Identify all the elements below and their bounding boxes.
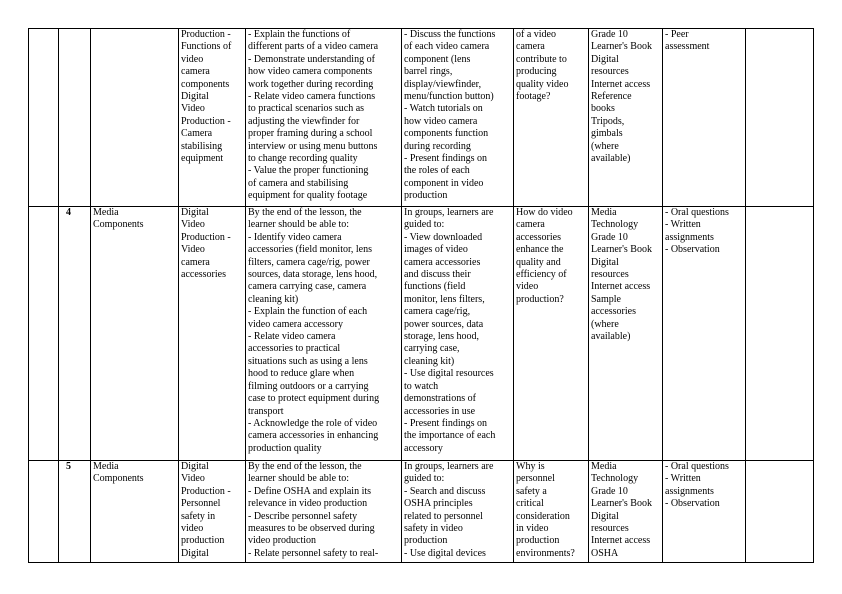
cell-text-line: menu/function button) [404, 91, 494, 103]
table-row [29, 29, 814, 207]
cell-text-line: equipment [181, 153, 224, 165]
cell-text-line: adjusting the viewfinder for [248, 115, 360, 127]
cell-text-line: camera cage/rig, [404, 306, 471, 318]
cell-text-line: Digital [181, 547, 209, 559]
cell-text-line: - View downloaded [404, 231, 483, 243]
cell-text-line: production [516, 535, 560, 547]
cell-text-line: equipment for quality footage [248, 190, 368, 202]
table-row [29, 461, 814, 563]
cell-text-line: component in video [404, 177, 484, 189]
cell-text-line: - Use digital devices [404, 547, 486, 559]
key-inquiry-question-cell [514, 29, 589, 207]
cell-text-line: video camera accessory [248, 318, 343, 330]
cell-text-line: the roles of each [404, 165, 470, 177]
cell-text-line: - Demonstrate understanding of [248, 53, 375, 65]
cell-text-line: Internet access [591, 281, 651, 293]
cell-text-line: cleaning kit) [248, 293, 299, 305]
table-body [29, 29, 814, 563]
cell-text-line: hood to reduce glare when [248, 368, 355, 380]
cell-text-line: How do video [516, 207, 573, 218]
cell-text-line: accessory [404, 442, 443, 454]
cell-text-line: to watch [404, 380, 439, 392]
cell-text-line: component (lens [404, 53, 471, 65]
cell-text-line: - Discuss the functions [404, 29, 496, 40]
cell-text-line: measures to be observed during [248, 523, 375, 535]
cell-text-line: filters, camera cage/rig, power [248, 256, 370, 268]
week-cell [29, 29, 59, 207]
cell-text-line: Digital [591, 256, 619, 268]
cell-text-line: books [591, 103, 615, 115]
cell-text-line: accessories [516, 231, 561, 243]
cell-text-line: quality video [516, 78, 569, 90]
cell-text-line: safety a [516, 485, 547, 497]
cell-text-line: assessment [665, 41, 710, 53]
learning-resources-cell [589, 29, 663, 207]
cell-text-line: resources [591, 269, 629, 281]
week-cell [29, 207, 59, 461]
cell-text-line: guided to: [404, 219, 445, 231]
cell-text-line: filming outdoors or a carrying [248, 380, 369, 392]
learning-resources-cell [589, 461, 663, 563]
cell-text-line: Functions of [181, 41, 232, 53]
cell-text-line: assignments [665, 485, 714, 497]
cell-text-line: to practical scenarios such as [248, 103, 365, 115]
cell-text-line: - Relate video camera [248, 331, 336, 343]
cell-text-line: camera carrying case, camera [248, 281, 367, 293]
cell-text-line: - Present findings on [404, 153, 488, 165]
week-cell [29, 461, 59, 563]
cell-text-line: In groups, learners are [404, 207, 494, 218]
cell-text-line: case to protect equipment during [248, 393, 380, 405]
cell-text-line: camera [516, 41, 545, 53]
cell-text-line: - Use digital resources [404, 368, 494, 380]
cell-text-line: camera accessories in enhancing [248, 430, 379, 442]
cell-text-line: - Acknowledge the role of video [248, 417, 378, 429]
lesson-cell [59, 461, 91, 563]
cell-text-line: of a video [516, 29, 556, 40]
key-inquiry-question-cell [514, 207, 589, 461]
cell-text-line: learner should be able to: [248, 473, 350, 485]
cell-text-line: how video camera components [248, 66, 373, 78]
cell-text-line: OSHA [591, 547, 619, 559]
cell-text-line: the importance of each [404, 430, 496, 442]
cell-text-line: Sample [591, 293, 621, 305]
cell-text-line: Production - [181, 29, 231, 40]
learning-outcomes-cell [246, 461, 402, 563]
cell-text-line: personnel [516, 473, 555, 485]
cell-text-line: storage, lens hood, [404, 331, 479, 343]
cell-text-line: production quality [248, 442, 322, 454]
assessment-cell [663, 207, 746, 461]
remarks-cell [746, 461, 814, 563]
cell-text: 4 [66, 207, 71, 218]
cell-text-line: - Search and discuss [404, 485, 486, 497]
cell-text-line: monitor, lens filters, [404, 293, 485, 305]
cell-text-line: images of video [404, 244, 468, 256]
cell-text-line: Digital [591, 53, 619, 65]
cell-text-line: display/viewfinder, [404, 78, 482, 90]
remarks-cell [746, 29, 814, 207]
cell-text-line: Grade 10 [591, 29, 628, 40]
key-inquiry-question-cell [514, 461, 589, 563]
cell-text-line: - Describe personnel safety [248, 510, 358, 522]
cell-text-line: - Written [665, 473, 701, 485]
learning-outcomes-cell [246, 29, 402, 207]
cell-text-line: in video [516, 523, 549, 535]
strand-cell [91, 29, 179, 207]
cell-text-line: Digital [181, 461, 209, 472]
cell-text-line: consideration [516, 510, 570, 522]
cell-text-line: - Relate personnel safety to real- [248, 547, 379, 559]
cell-text-line: sources, data storage, lens hood, [248, 269, 378, 281]
cell-text-line: footage? [516, 91, 551, 103]
cell-text-line: Why is [516, 461, 545, 472]
cell-text-line: during recording [404, 140, 471, 152]
strand-cell [91, 461, 179, 563]
cell-text-line: production [404, 535, 448, 547]
table-row [29, 207, 814, 461]
cell-text-line: camera [516, 219, 545, 231]
cell-text-line: - Identify video camera [248, 231, 342, 243]
cell-text-line: accessories to practical [248, 343, 341, 355]
cell-text-line: Tripods, [591, 115, 625, 127]
cell-text-line: proper framing during a school [248, 128, 373, 140]
cell-text-line: contribute to [516, 53, 567, 65]
assessment-cell [663, 29, 746, 207]
cell-text-line: critical [516, 498, 544, 510]
cell-text-line: transport [248, 405, 284, 417]
cell-text-line: situations such as using a lens [248, 355, 368, 367]
cell-text-line: of each video camera [404, 41, 490, 53]
cell-text-line: Video [181, 219, 205, 231]
cell-text-line: gimbals [591, 128, 623, 140]
learning-resources-cell [589, 207, 663, 461]
cell-text-line: video [181, 523, 204, 535]
cell-text-line: Technology [591, 473, 639, 485]
cell-text-line: Digital [181, 207, 209, 218]
cell-text-line: - Present findings on [404, 417, 488, 429]
cell-text-line: Production - [181, 115, 231, 127]
cell-text-line: related to personnel [404, 510, 483, 522]
cell-text: 5 [66, 461, 71, 472]
cell-text-line: available) [591, 331, 631, 343]
cell-text-line: stabilising [181, 140, 223, 152]
cell-text-line: (where [591, 140, 619, 152]
cell-text-line: production [181, 535, 225, 547]
cell-text-line: Technology [591, 219, 639, 231]
cell-text-line: Media [93, 207, 119, 218]
scheme-of-work-table [28, 28, 814, 563]
cell-text-line: Grade 10 [591, 231, 628, 243]
cell-text-line: of camera and stabilising [248, 177, 349, 189]
cell-text-line: barrel rings, [404, 66, 453, 78]
sub-strand-cell [179, 461, 246, 563]
cell-text-line: accessories (field monitor, lens [248, 244, 373, 256]
cell-text-line: - Oral questions [665, 461, 729, 472]
lesson-cell [59, 207, 91, 461]
cell-text-line: guided to: [404, 473, 445, 485]
strand-cell [91, 207, 179, 461]
cell-text-line: Digital [181, 91, 209, 103]
cell-text-line: components function [404, 128, 489, 140]
cell-text-line: accessories [181, 269, 226, 281]
cell-text-line: Personnel [181, 498, 221, 510]
cell-text-line: cleaning kit) [404, 355, 455, 367]
cell-text-line: resources [591, 66, 629, 78]
cell-text-line: safety in [181, 510, 216, 522]
learning-experiences-cell [402, 461, 514, 563]
cell-text-line: carrying case, [404, 343, 460, 355]
learning-experiences-cell [402, 207, 514, 461]
sub-strand-cell [179, 207, 246, 461]
cell-text-line: OSHA principles [404, 498, 473, 510]
cell-text-line: Reference [591, 91, 632, 103]
cell-text-line: Components [93, 473, 144, 485]
cell-text-line: Learner's Book [591, 41, 652, 53]
remarks-cell [746, 207, 814, 461]
cell-text-line: By the end of the lesson, the [248, 461, 362, 472]
sub-strand-cell [179, 29, 246, 207]
cell-text-line: camera [181, 66, 210, 78]
cell-text-line: - Peer [665, 29, 689, 40]
cell-text-line: relevance in video production [248, 498, 368, 510]
cell-text-line: environments? [516, 547, 575, 559]
cell-text-line: - Value the proper functioning [248, 165, 369, 177]
cell-text-line: - Observation [665, 244, 720, 256]
cell-text-line: video production [248, 535, 317, 547]
cell-text-line: Learner's Book [591, 244, 652, 256]
cell-text-line: - Relate video camera functions [248, 91, 376, 103]
cell-text-line: demonstrations of [404, 393, 476, 405]
cell-text-line: assignments [665, 231, 714, 243]
cell-text-line: to change recording quality [248, 153, 358, 165]
cell-text-line: Video [181, 103, 205, 115]
cell-text-line: Video [181, 473, 205, 485]
cell-text-line: Media [591, 207, 617, 218]
learning-outcomes-cell [246, 207, 402, 461]
cell-text-line: production? [516, 293, 564, 305]
cell-text-line: Grade 10 [591, 485, 628, 497]
cell-text-line: producing [516, 66, 557, 78]
cell-text-line: In groups, learners are [404, 461, 494, 472]
cell-text-line: - Written [665, 219, 701, 231]
cell-text-line: quality and [516, 256, 561, 268]
cell-text-line: Digital [591, 510, 619, 522]
cell-text-line: - Oral questions [665, 207, 729, 218]
scheme-of-work-page [28, 28, 814, 563]
lesson-cell [59, 29, 91, 207]
cell-text-line: video [516, 281, 539, 293]
cell-text-line: Production - [181, 231, 231, 243]
cell-text-line: Learner's Book [591, 498, 652, 510]
cell-text-line: Internet access [591, 535, 651, 547]
cell-text-line: how video camera [404, 115, 478, 127]
cell-text-line: and discuss their [404, 269, 471, 281]
cell-text-line: learner should be able to: [248, 219, 350, 231]
cell-text-line: accessories in use [404, 405, 476, 417]
cell-text-line: resources [591, 523, 629, 535]
assessment-cell [663, 461, 746, 563]
cell-text-line: Production - [181, 485, 231, 497]
cell-text-line: Media [591, 461, 617, 472]
cell-text-line: enhance the [516, 244, 564, 256]
cell-text-line: camera accessories [404, 256, 481, 268]
cell-text-line: - Observation [665, 498, 720, 510]
cell-text-line: Camera [181, 128, 213, 140]
cell-text-line: Components [93, 219, 144, 231]
cell-text-line: interview or using menu buttons [248, 140, 378, 152]
cell-text-line: efficiency of [516, 269, 567, 281]
cell-text-line: work together during recording [248, 78, 374, 90]
cell-text-line: - Define OSHA and explain its [248, 485, 372, 497]
cell-text-line: Media [93, 461, 119, 472]
cell-text-line: By the end of the lesson, the [248, 207, 362, 218]
cell-text-line: Internet access [591, 78, 651, 90]
cell-text-line: camera [181, 256, 210, 268]
cell-text-line: video [181, 53, 204, 65]
cell-text-line: safety in video [404, 523, 463, 535]
cell-text-line: power sources, data [404, 318, 484, 330]
cell-text-line: different parts of a video camera [248, 41, 379, 53]
cell-text-line: Video [181, 244, 205, 256]
cell-text-line: (where [591, 318, 619, 330]
cell-text-line: available) [591, 153, 631, 165]
cell-text-line: - Explain the functions of [248, 29, 351, 40]
cell-text-line: - Explain the function of each [248, 306, 368, 318]
cell-text-line: functions (field [404, 281, 466, 293]
cell-text-line: accessories [591, 306, 636, 318]
learning-experiences-cell [402, 29, 514, 207]
cell-text-line: - Watch tutorials on [404, 103, 483, 115]
cell-text-line: production [404, 190, 448, 202]
cell-text-line: components [181, 78, 230, 90]
